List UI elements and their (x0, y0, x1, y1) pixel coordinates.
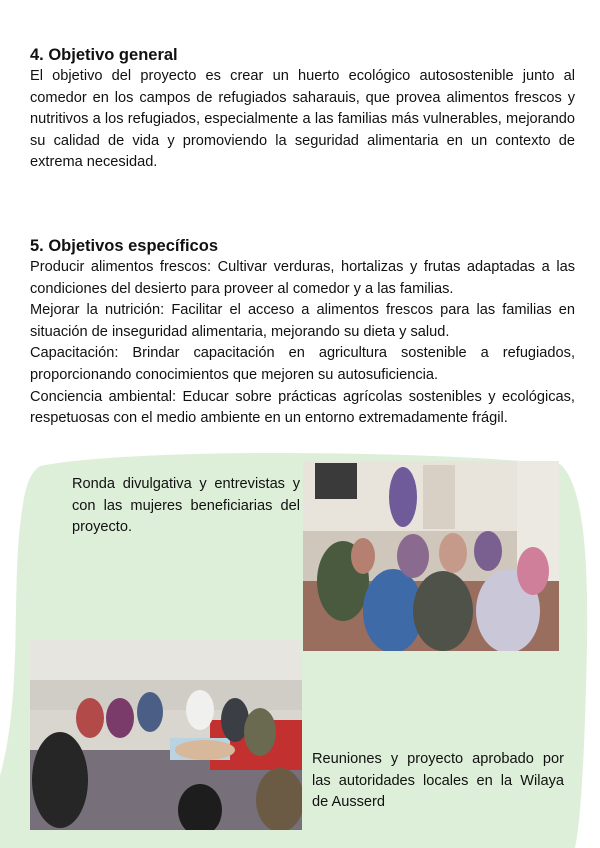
photo-caption: Reuniones y proyecto aprobado por las autoridades locales en la Wilaya de Ausserd (312, 751, 564, 811)
section-heading: 4. Objetivo general (30, 46, 178, 64)
section-heading: 5. Objetivos específicos (30, 237, 218, 255)
objective-item: Conciencia ambiental: Educar sobre prácticas agrícolas sostenibles y ecológicas, respetuosas con el medio ambiente en un entorno extremadamente frágil. (30, 388, 575, 427)
objective-item: Capacitación: Brindar capacitación en agricultura sostenible a refugiados, proporcionando conocimientos que mejoren su autosuficiencia. (30, 345, 575, 383)
objective-item: Producir alimentos frescos: Cultivar verduras, hortalizas y frutas adaptadas a las condiciones del desierto para proveer al comedor y a las familias. (30, 259, 575, 297)
objective-item: Mejorar la nutrición: Facilitar el acceso a alimentos frescos para las familias en situación de inseguridad alimentaria, mejorando su dieta y salud. (30, 302, 575, 340)
photo-caption: Ronda divulgativa y entrevistas y con las mujeres beneficiarias del proyecto. (72, 476, 300, 536)
photo-meeting-women (303, 461, 559, 651)
photo-authorities-meeting (30, 640, 302, 830)
section-objetivo-general (30, 44, 575, 174)
section-objetivos-especificos (30, 235, 575, 430)
section-paragraph: El objetivo del proyecto es crear un huerto ecológico autosostenible junto al comedor en los campos de refugiados saharauis, que provea alimentos frescos y nutritivos a los refugiados, especialmente a las familias más vulnerables, mejorando su calidad de vida y promoviendo la seguridad alimentaria en un contexto de extrema necesidad. (30, 68, 575, 171)
